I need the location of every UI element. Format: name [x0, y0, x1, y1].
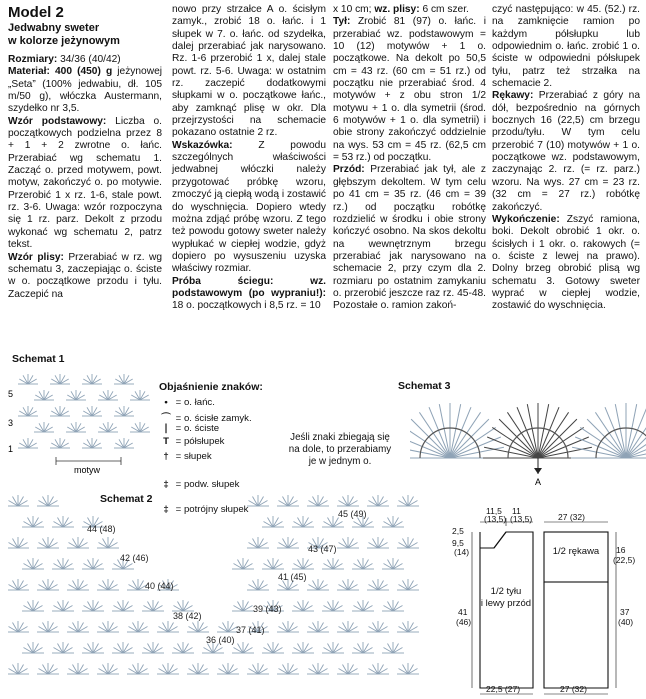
arrow-a-label: A	[535, 477, 542, 487]
legend-title: Objaśnienie znaków:	[159, 381, 263, 393]
row-label-43: 43 (47)	[308, 544, 337, 554]
dim-bottom-width: 22,5 (27)	[486, 684, 521, 694]
tip-paragraph: Wskazówka: Z powodu szczególnych właściwości jedwabnej włóczki należy przygotować próbkę wzoru, zmoczyć ją ciepłą wodą i zostawić do wyschnięcia. Dopiero wtedy można zdjąć próbę wzoru. Z tego też powodu gotowy sweter należy wypłukać w ciepłej wodzie, gdyż dopiero po wysuszeniu uzyska właściwy rozmiar.	[172, 139, 327, 275]
text-column-3: x 10 cm; wz. plisy: 6 cm szer. Tył: Zrobić 81 (97) o. łańc. i przerabiać wz. podstawowym = 10 (12) motywów + 1 o. początkowe. Na dekolt po 50,5 cm = 43 rz. (60 cm = 51 rz.) od początku nie przerabiać środ. 4 motywów + z obu stron 1/2 motywu + 1 o. dla symetrii (środ. 6 motywów + 1 o. dla symetrii) i obie strony zakończyć oddzielnie na wys. 53 cm = 45 rz. (62,5 cm = 53 rz.) od początku. Przód: Przerabiać jak tył, ale z głębszym dekoltem. W tym celu po 41 cm = 35 rz. (46 cm = 39 rz.) od początku robótkę rozdzielić w środku i obie strony kończyć osobno. Na skos dekoltu na wewnętrznym brzegu przerabiać jak narysowano na schemacie 2, przy czym dla 2. rozmiaru po ostatnim zamykaniu o. przerobić jeszcze raz rz. 45-48. Pozostałe o. ramion zakoń-	[333, 4, 486, 312]
row-number-5: 5	[8, 389, 14, 399]
legend-item-half-double: T = półsłupek	[163, 436, 225, 447]
row-number-1: 1	[8, 444, 14, 454]
legend-item-treble: ‡ = podw. słupek	[163, 479, 240, 490]
dim-sleeve-height-alt: (22,5)	[613, 555, 636, 565]
schemat1-diagram	[8, 366, 158, 476]
back-paragraph: Tył: Zrobić 81 (97) o. łańc. i przerabiać wz. podstawowym = 10 (12) motywów + 1 o. początkowe. Na dekolt po 50,5 cm = 43 rz. (60 cm = 51 rz.) od początku nie przerabiać środ. 4 motywów + z obu stron 1/2 motywu + 1 o. dla symetrii (środ. 6 motywów + 1 o. dla symetrii) i obie strony zakończyć oddzielnie na wys. 53 cm = 45 rz. (62,5 cm = 53 rz.) od początku.	[333, 16, 486, 164]
legend-item-chain: • = o. łańc.	[164, 397, 215, 408]
sleeve-piece-label: 1/2 rękawa	[552, 546, 600, 557]
dim-shoulder: 11	[512, 506, 521, 516]
dim-armhole: 9,5	[452, 538, 464, 548]
model-subtitle: Jedwabny sweter w kolorze jeżynowym	[8, 22, 120, 47]
dim-body-length-alt: (46)	[456, 617, 472, 627]
dim-body-length: 41	[458, 607, 468, 617]
row-label-41: 41 (45)	[278, 572, 307, 582]
dim-armhole-alt: (14)	[454, 547, 470, 557]
legend-item-single-crochet: ∣ = o. ściste	[163, 423, 220, 434]
text-column-4: czyć następująco: w 45. (52.) rz. na zamknięcie ramion po każdym półsłupku lub odpowiednim o. łańc. zrobić 1 o. ściste w odpowiedni półsłupek tyłu, patrz też strzałka na schemacie 2. Rękawy: Przerabiać z góry na dół, bezpośrednio na górnych bocznych 16 (22,5) cm brzegu przodu/tyłu. W tym celu przerobić 7 (10) motywów + 1 o. początkowe wz. podstawowym, zaczynając 2. rz. (= rz. parz.) wzoru. Na wys. 27 cm = 23 rz. (32 cm = 27 rz.) robótkę zakończyć. Wykończenie: Zszyć ramiona, boki. Dekolt obrobić 1 okr. o. ścisłych i 1 okr. o. rakowych (= o. ściste z lewej na prawo). Dolny brzeg obrobić plisą wg schematu 3. Gotowy sweter wyprać w ciepłej wodzie, zostawić do wyschnięcia.	[492, 4, 640, 312]
row-label-42: 42 (46)	[120, 553, 149, 563]
dim-neck-width: 11,5	[486, 506, 502, 516]
band-pattern-paragraph: Wzór plisy: Przerabiać w rz. wg schematu 3, zaczepiając o. ściste w o. początkowe przodu i tyłu. Zaczepić na	[8, 251, 162, 300]
schemat2-title: Schemat 2	[100, 493, 153, 505]
sizes-paragraph: Rozmiary: 34/36 (40/42)	[8, 54, 121, 65]
garment-pattern	[450, 500, 646, 699]
row-label-37: 37 (41)	[236, 625, 265, 635]
text-column-1	[8, 4, 162, 301]
row-label-39: 39 (43)	[253, 604, 282, 614]
schemat1-title: Schemat 1	[12, 353, 65, 365]
dim-neck-width-alt: (13,5)	[484, 514, 507, 524]
row-label-40: 40 (44)	[145, 581, 174, 591]
dim-sleeve-length: 37	[620, 607, 630, 617]
text-column-2: nowo przy strzałce A o. ścisłym zamyk., zrobić 18 o. łańc. i 1 słupek w 7. o. łańc. od szydełka, dalej przerabiać jak narysowano. Rz. 1-6 przerobić 1 x, dalej stale powt. rz. 5-6. Uwaga: w ostatnim rz. zaczepić dodatkowymi słupkami w o. początkowe łańc., aby zamknąć plisę w okr. Dla przejrzystości na schemacie pokazano ostatnie 2 rz. Wskazówka: Z powodu szczególnych właściwości jedwabnej włóczki należy przygotować próbkę wzoru, zmoczyć ją ciepłą wodą i zostawić do wyschnięcia. Dopiero wtedy można zdjąć próbę wzoru. Z tego też powodu gotowy sweter należy wypłukać w ciepłej wodzie, gdyż dopiero po wysuszeniu uzyska właściwy rozmiar. Próba ściegu: wz. podstawowym (po wypraniu!): 18 o. początkowych i 8,5 rz. = 10	[172, 4, 327, 312]
row-label-44: 44 (48)	[87, 524, 116, 534]
model-title: Model 2	[8, 4, 64, 21]
schemat3-diagram	[410, 388, 646, 492]
legend-item-double: † = słupek	[163, 451, 212, 462]
dim-sleeve-bottom: 27 (32)	[560, 684, 587, 694]
legend-note: Jeśli znaki zbiegają się na dole, to przerabiamy je w jednym o.	[288, 432, 392, 467]
material-paragraph: Materiał: 400 (450) g jeżynowej „Seta” (100% jedwabiu, dł. 105 m/50 g), włóczka Austermann, szydełko nr 3,5.	[8, 66, 162, 115]
row-label-45: 45 (49)	[338, 509, 367, 519]
base-pattern-paragraph: Wzór podstawowy: Liczba o. początkowych podzielna przez 8 + 1 + 2 zwrotne o. łańc. Przerabiać wg schematu 1. Zacząć o. przed motywem, powt. motyw, zakończyć o. po motywie. Przerobić 1 x rz. 1-6, stale powt. rz. 3-6. Uwaga: wzór rozpoczyna się 1 rz. parz. Dekolt z przodu wykonać wg schematu 2, patrz tekst.	[8, 115, 162, 251]
row-label-38: 38 (42)	[173, 611, 202, 621]
schemat2-diagram	[8, 488, 428, 696]
dim-sleeve-width: 27 (32)	[558, 512, 585, 522]
dim-neck-depth: 2,5	[452, 526, 464, 536]
legend-item-slip-stitch: ⌒ = o. ścisłe zamyk.	[161, 413, 252, 424]
legend-item-double-treble: ‡ = potrójny słupek	[163, 504, 249, 515]
front-piece-label: 1/2 tyłu	[490, 586, 522, 597]
row-number-3: 3	[8, 418, 14, 428]
dim-sleeve-height: 16	[616, 545, 626, 555]
row-label-36: 36 (40)	[206, 635, 235, 645]
front-paragraph: Przód: Przerabiać jak tył, ale z głębszym dekoltem. W tym celu po 41 cm = 35 rz. (46 cm = 39 rz.) od początku robótkę rozdzielić w środku i obie strony kończyć osobno. Na skos dekoltu na wewnętrznym brzegu przerabiać jak narysowano na schemacie 2, przy czym dla 2. rozmiaru po ostatnim zamykaniu o. przerobić jeszcze raz rz. 45-48. Pozostałe o. ramion zakoń-	[333, 164, 486, 312]
front-piece-label-2: i lewy przód	[480, 598, 532, 609]
dim-sleeve-length-alt: (40)	[618, 617, 634, 627]
sleeves-paragraph: Rękawy: Przerabiać z góry na dół, bezpośrednio na górnych bocznych 16 (22,5) cm brzegu przodu/tyłu. W tym celu przerobić 7 (10) motywów + 1 o. początkowe wz. podstawowym, zaczynając 2. rz. (= rz. parz.) wzoru. Na wys. 27 cm = 23 rz. (32 cm = 27 rz.) robótkę zakończyć.	[492, 90, 640, 213]
dim-shoulder-alt: (13,5)	[510, 514, 533, 524]
motif-label: motyw	[74, 465, 101, 475]
gauge-paragraph: Próba ściegu: wz. podstawowym (po wypraniu!): 18 o. początkowych i 8,5 rz. = 10	[172, 275, 326, 312]
schemat3-title: Schemat 3	[398, 380, 451, 392]
finishing-paragraph: Wykończenie: Zszyć ramiona, boki. Dekolt obrobić 1 okr. o. ścisłych i 1 okr. o. rakowych (= o. ściste z lewej na prawo). Dolny brzeg obrobić plisą wg schematu 3. Gotowy sweter wyprać w ciepłej wodzie, zostawić do wyschnięcia.	[492, 213, 640, 312]
